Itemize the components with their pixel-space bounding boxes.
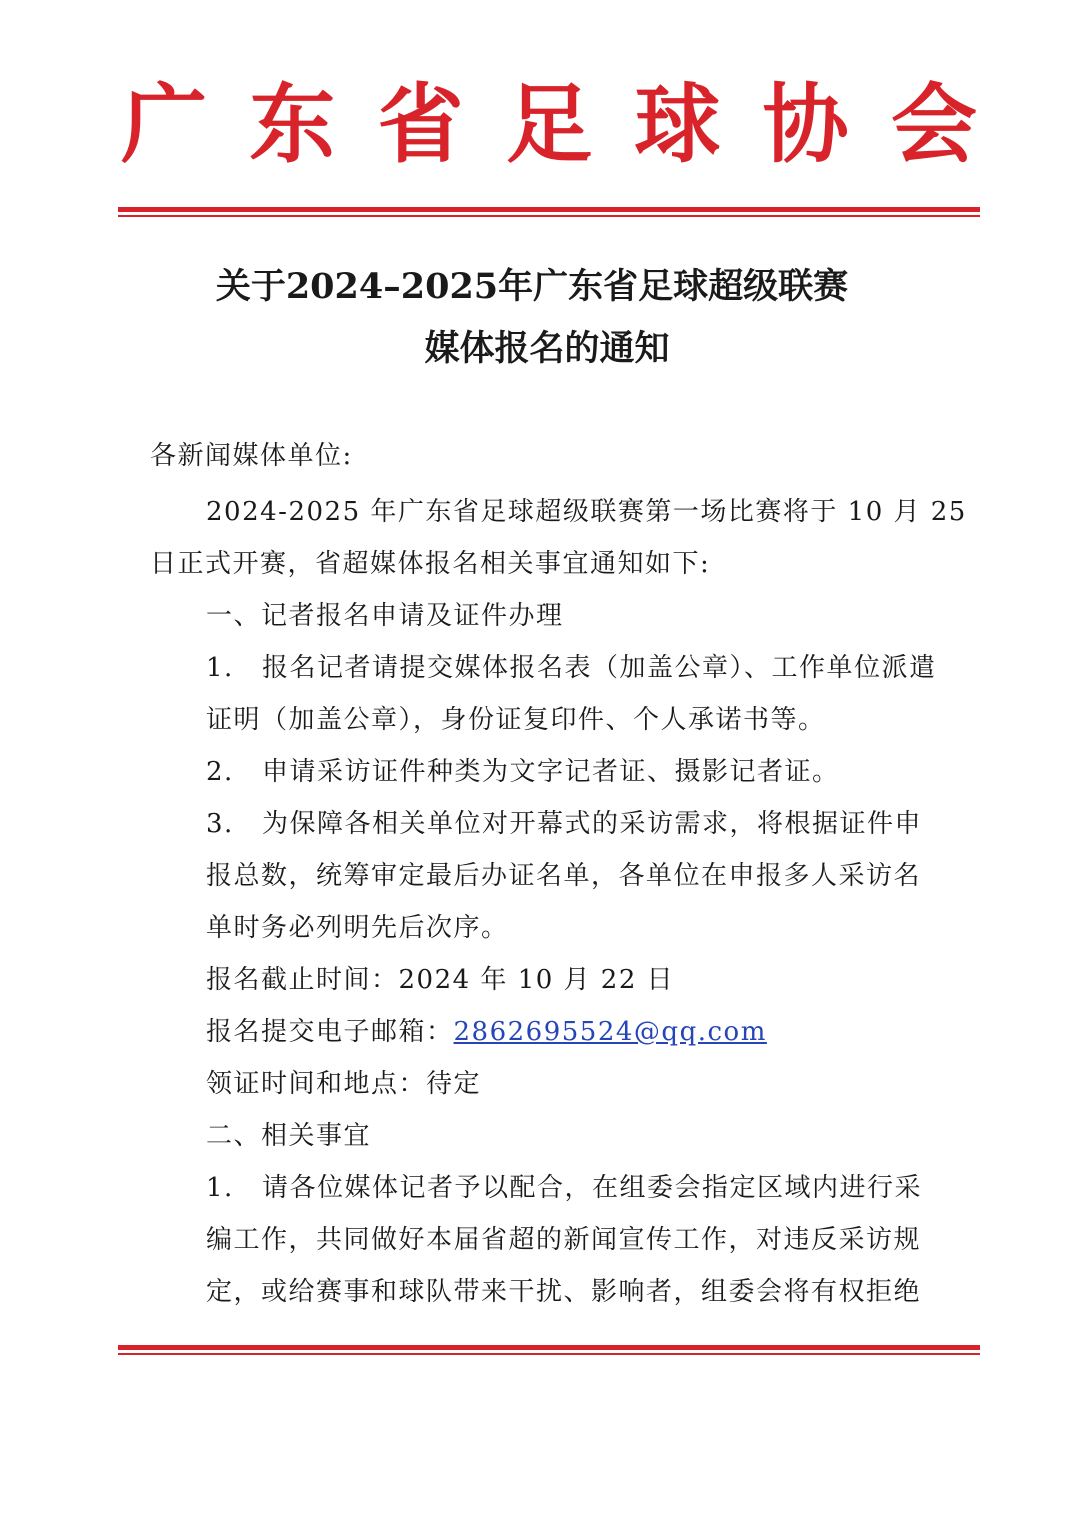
s1-item2 xyxy=(206,746,840,798)
item-number: 2. xyxy=(206,757,234,787)
registration-email-line xyxy=(206,1006,767,1058)
registration-deadline: 报名截止时间：2024 年 10 月 22 日 xyxy=(206,965,675,995)
email-link[interactable]: 2862695524@qq.com xyxy=(453,1017,767,1047)
letterhead-char: 广 xyxy=(121,74,207,175)
item-text: 报名记者请提交媒体报名表（加盖公章）、工作单位派遣 xyxy=(262,653,937,683)
s1-item1-line1 xyxy=(206,642,937,694)
item-number: 1. xyxy=(206,653,234,683)
letterhead-char: 协 xyxy=(762,74,849,175)
intro-line-1 xyxy=(206,486,967,538)
document-title-line-1: 关于2024–2025年广东省足球超级联赛 xyxy=(215,266,849,307)
letterhead-char: 足 xyxy=(505,74,592,175)
section-1-heading: 一、记者报名申请及证件办理 xyxy=(206,601,564,631)
s1-item3-line1 xyxy=(206,798,922,850)
s2-item1-line2: 编工作，共同做好本届省超的新闻宣传工作，对违反采访规 xyxy=(206,1225,922,1255)
letterhead-char: 东 xyxy=(249,74,336,175)
item-text: 请各位媒体记者予以配合，在组委会指定区域内进行采 xyxy=(262,1173,923,1203)
s2-item1-line1 xyxy=(206,1162,922,1214)
section-2-heading: 二、相关事宜 xyxy=(206,1121,372,1151)
item-number: 1. xyxy=(206,1173,234,1203)
pickup-time-place: 领证时间和地点：待定 xyxy=(206,1069,482,1099)
letterhead-char: 球 xyxy=(634,74,721,175)
s1-item3-line2: 报总数，统筹审定最后办证名单，各单位在申报多人采访名 xyxy=(206,861,922,891)
footer-divider xyxy=(118,1345,980,1355)
header-divider xyxy=(118,207,980,217)
item-text: 为保障各相关单位对开幕式的采访需求，将根据证件申 xyxy=(262,809,923,839)
intro-text: 2024-2025 年广东省足球超级联赛第一场比赛将于 10 月 25 xyxy=(206,497,967,527)
intro-line-2: 日正式开赛，省超媒体报名相关事宜通知如下: xyxy=(150,549,711,579)
document-title-line-2: 媒体报名的通知 xyxy=(424,328,670,369)
s1-item3-line3: 单时务必列明先后次序。 xyxy=(206,913,509,943)
letterhead-char: 会 xyxy=(890,74,977,175)
s2-item1-line3: 定，或给赛事和球队带来干扰、影响者，组委会将有权拒绝 xyxy=(206,1277,922,1307)
s1-item1-line2: 证明（加盖公章），身份证复印件、个人承诺书等。 xyxy=(206,705,826,735)
item-number: 3. xyxy=(206,809,234,839)
letterhead-char: 省 xyxy=(377,74,464,175)
org-letterhead xyxy=(118,70,980,180)
email-label: 报名提交电子邮箱： xyxy=(206,1017,454,1047)
salutation: 各新闻媒体单位: xyxy=(150,441,353,471)
item-text: 申请采访证件种类为文字记者证、摄影记者证。 xyxy=(262,757,840,787)
